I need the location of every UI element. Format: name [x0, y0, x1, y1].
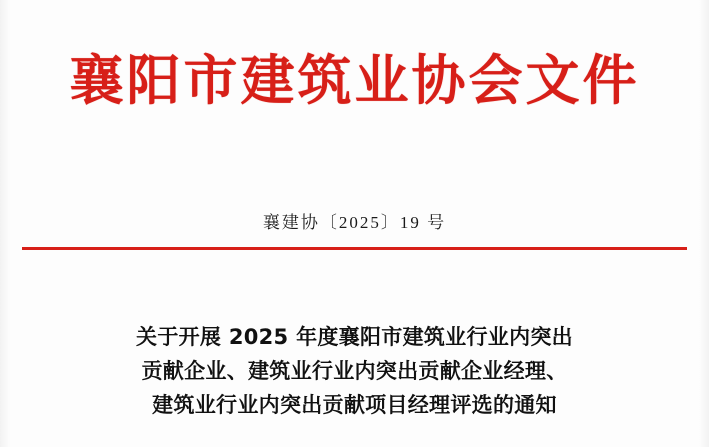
document-serial-number: 襄建协〔2025〕19 号	[262, 213, 447, 232]
letterhead-title: 襄阳市建筑业协会文件	[69, 48, 640, 112]
letterhead	[0, 48, 709, 113]
document-title	[60, 320, 649, 422]
document-title-line: 贡献企业、建筑业行业内突出贡献企业经理、	[141, 359, 568, 383]
red-divider-rule	[22, 247, 687, 250]
document-title-line: 建筑业行业内突出贡献项目经理评选的通知	[152, 393, 557, 417]
document-title-line: 关于开展 2025 年度襄阳市建筑业行业内突出	[136, 325, 573, 349]
